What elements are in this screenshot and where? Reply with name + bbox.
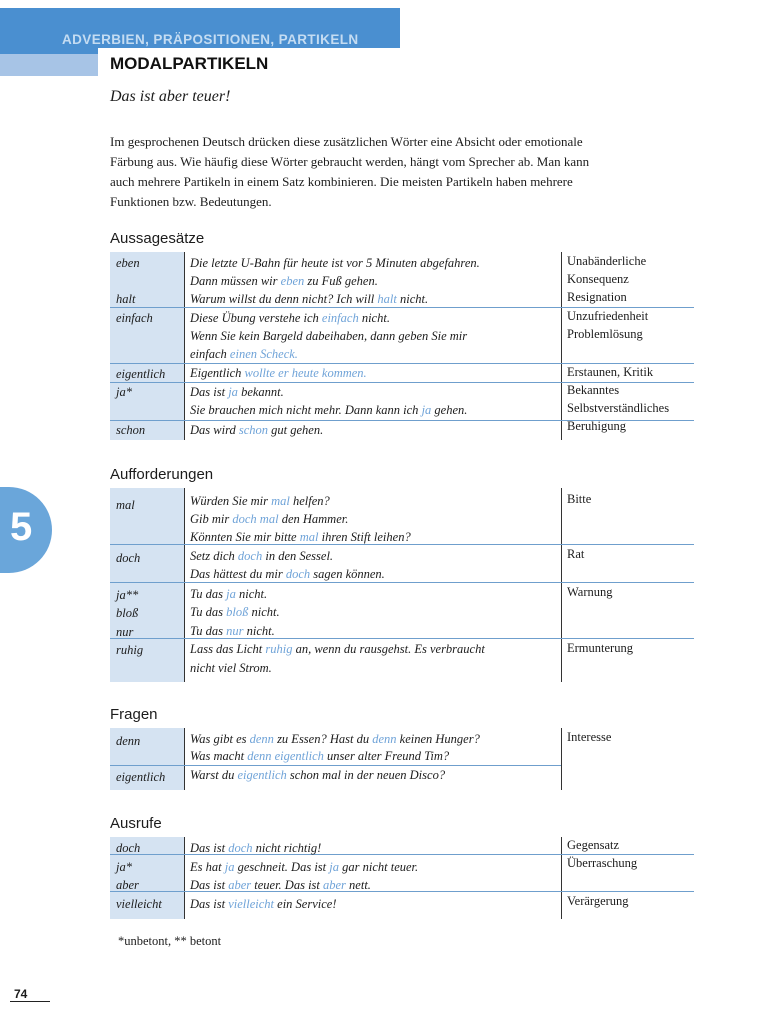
sentence-text: teuer. Das ist: [251, 878, 323, 892]
keyword-column: [110, 252, 184, 440]
intro-line: auch mehrere Partikeln in einem Satz kombinieren. Die meisten Partikeln haben mehrere: [110, 174, 573, 189]
example-sentence: [190, 878, 371, 893]
sentence-text: Wenn Sie kein Bargeld dabeihaben, dann geben Sie mir: [190, 329, 468, 343]
example-sentence: [190, 292, 428, 307]
particle-highlight: einen Scheck.: [226, 347, 298, 361]
section-heading-ausrufe: Ausrufe: [110, 815, 162, 832]
example-sentence: [190, 841, 321, 856]
column-divider: [184, 728, 185, 790]
particle-highlight: ja: [226, 587, 236, 601]
keyword-cell: einfach: [116, 311, 153, 325]
sentence-text: sagen können.: [310, 567, 385, 581]
function-cell: Rat: [567, 547, 585, 561]
column-divider: [184, 252, 185, 440]
sentence-text: zu Fuß gehen.: [304, 274, 378, 288]
sentence-text: zu Essen? Hast du: [273, 732, 373, 746]
sentence-text: Warum willst du denn nicht? Ich will: [190, 292, 378, 306]
sentence-text: Könnten Sie mir bitte: [190, 530, 300, 544]
example-sentence: [190, 768, 445, 783]
intro-line: Funktionen bzw. Bedeutungen.: [110, 194, 272, 209]
sentence-text: nicht richtig!: [252, 841, 322, 855]
example-sentence: [190, 897, 336, 912]
function-cell: Resignation: [567, 290, 627, 304]
particle-highlight: mal: [271, 494, 290, 508]
sentence-text: nicht.: [243, 624, 275, 638]
example-sentence: [190, 605, 280, 620]
sentence-text: Würden Sie mir: [190, 494, 272, 508]
particle-highlight: ja: [329, 860, 339, 874]
sentence-text: gar nicht teuer.: [339, 860, 419, 874]
row-divider: [110, 363, 694, 364]
particle-highlight: eigentlich: [237, 768, 287, 782]
page-title: MODALPARTIKELN: [110, 54, 269, 73]
section-heading-fragen: Fragen: [110, 706, 158, 723]
sentence-text: Eigentlich: [190, 366, 242, 380]
sentence-text: Tu das: [190, 587, 227, 601]
particle-highlight: aber: [323, 878, 346, 892]
keyword-cell: ruhig: [116, 643, 144, 657]
keyword-cell: bloß: [116, 606, 139, 620]
sentence-text: Dann müssen wir: [190, 274, 281, 288]
sentence-text: gehen.: [431, 403, 468, 417]
keyword-cell: eben: [116, 256, 140, 270]
function-cell: Selbstverständliches: [567, 401, 670, 415]
intro-paragraph: [110, 132, 670, 212]
example-sentence: [190, 661, 272, 676]
footnote: *unbetont, ** betont: [118, 934, 222, 948]
sentence-text: Die letzte U-Bahn für heute ist vor 5 Minuten abgefahren.: [190, 256, 480, 270]
function-cell: Beruhigung: [567, 419, 627, 433]
particle-highlight: doch: [228, 841, 253, 855]
particle-highlight: wollte er heute kommen.: [241, 366, 367, 380]
row-divider: [110, 765, 561, 766]
particle-highlight: einfach: [321, 311, 359, 325]
sentence-text: schon mal in der neuen Disco?: [286, 768, 446, 782]
keyword-cell: denn: [116, 734, 141, 748]
sentence-text: geschneit. Das ist: [234, 860, 330, 874]
particle-highlight: aber: [228, 878, 252, 892]
sentence-text: Was gibt es: [190, 732, 250, 746]
sentence-text: nett.: [345, 878, 371, 892]
particle-highlight: bloß: [226, 605, 249, 619]
column-divider: [561, 728, 562, 790]
sentence-text: nicht.: [396, 292, 429, 306]
column-divider: [561, 488, 562, 682]
sentence-text: an, wenn du rausgehst. Es verbraucht: [292, 642, 485, 656]
section-heading-aussagesaetze: Aussagesätze: [110, 230, 205, 247]
sentence-text: helfen?: [289, 494, 330, 508]
keyword-cell: nur: [116, 625, 134, 639]
sentence-text: nicht.: [248, 605, 280, 619]
chapter-tab: [0, 487, 52, 573]
sentence-text: Das ist: [190, 897, 229, 911]
sentence-text: nicht.: [235, 587, 268, 601]
particle-highlight: mal: [299, 530, 319, 544]
sentence-text: Warst du: [190, 768, 238, 782]
sentence-text: Diese Übung verstehe ich: [190, 311, 322, 325]
example-sentence: [190, 749, 449, 764]
example-sentence: [190, 732, 480, 747]
function-cell: Problemlösung: [567, 327, 643, 341]
particle-highlight: ja: [421, 403, 432, 417]
example-sentence: [190, 347, 298, 362]
page-number-rule: [10, 1001, 50, 1002]
keyword-cell: doch: [116, 551, 141, 565]
keyword-cell: eigentlich: [116, 367, 166, 381]
particle-highlight: ruhig: [265, 642, 293, 656]
row-divider: [110, 307, 694, 308]
sentence-text: Was macht: [190, 749, 248, 763]
particle-highlight: doch mal: [232, 512, 279, 526]
keyword-cell: aber: [116, 878, 139, 892]
example-sentence: [190, 860, 418, 875]
example-sentence: [190, 311, 390, 326]
sentence-text: ein Service!: [274, 897, 337, 911]
example-sentence: [190, 624, 275, 639]
keyword-cell: ja*: [116, 385, 132, 399]
function-cell: Warnung: [567, 585, 613, 599]
example-sentence: [190, 274, 378, 289]
sentence-text: Tu das: [190, 624, 227, 638]
keyword-cell: doch: [116, 841, 141, 855]
sentence-text: nicht viel Strom.: [190, 661, 272, 675]
particle-highlight: ja: [228, 385, 238, 399]
example-sentence: [190, 642, 485, 657]
example-sentence: [190, 494, 330, 509]
particle-highlight: halt: [377, 292, 397, 306]
function-cell: Konsequenz: [567, 272, 629, 286]
sentence-text: bekannt.: [237, 385, 284, 399]
chapter-number: 5: [10, 505, 33, 549]
sentence-text: gut gehen.: [268, 423, 324, 437]
sentence-text: Sie brauchen mich nicht mehr. Dann kann ich: [190, 403, 422, 417]
column-divider: [561, 252, 562, 440]
sentence-text: Lass das Licht: [190, 642, 266, 656]
table-aufforderungen: [110, 488, 694, 682]
particle-highlight: eben: [280, 274, 305, 288]
page-subtitle: Das ist aber teuer!: [110, 88, 231, 105]
example-sentence: [190, 512, 348, 527]
sentence-text: Das hättest du mir: [190, 567, 286, 581]
intro-line: Im gesprochenen Deutsch drücken diese zusätzlichen Wörter eine Absicht oder emotionale: [110, 134, 583, 149]
example-sentence: [190, 549, 333, 564]
page-number: 74: [14, 987, 28, 1001]
function-cell: Bekanntes: [567, 383, 620, 397]
column-divider: [184, 488, 185, 682]
sentence-text: Das ist: [190, 385, 229, 399]
particle-highlight: schon: [238, 423, 269, 437]
sentence-text: einfach: [190, 347, 227, 361]
example-sentence: [190, 423, 323, 438]
example-sentence: [190, 366, 367, 381]
function-cell: Verärgerung: [567, 894, 629, 908]
function-cell: Unzufriedenheit: [567, 309, 649, 323]
sentence-text: Das wird: [190, 423, 239, 437]
column-divider: [184, 837, 185, 919]
particle-highlight: doch: [237, 549, 263, 563]
function-cell: Ermunterung: [567, 641, 633, 655]
example-sentence: [190, 587, 267, 602]
keyword-cell: mal: [116, 498, 135, 512]
sentence-text: in den Sessel.: [262, 549, 334, 563]
keyword-cell: ja*: [116, 860, 132, 874]
row-divider: [110, 582, 694, 583]
table-aussagesaetze: [110, 252, 694, 440]
sentence-text: nicht.: [358, 311, 390, 325]
sentence-text: ihren Stift leihen?: [318, 530, 411, 544]
example-sentence: [190, 256, 480, 271]
sentence-text: Das ist: [190, 878, 229, 892]
example-sentence: [190, 403, 467, 418]
table-fragen: [110, 728, 694, 790]
sentence-text: den Hammer.: [278, 512, 349, 526]
keyword-cell: halt: [116, 292, 136, 306]
sentence-text: Gib mir: [190, 512, 233, 526]
keyword-cell: schon: [116, 423, 146, 437]
section-heading-aufforderungen: Aufforderungen: [110, 466, 214, 483]
sentence-text: Tu das: [190, 605, 227, 619]
function-cell: Bitte: [567, 492, 592, 506]
particle-highlight: denn: [372, 732, 397, 746]
intro-line: Färbung aus. Wie häufig diese Wörter gebraucht werden, hängt vom Sprecher ab. Man kann: [110, 154, 590, 169]
function-cell: Erstaunen, Kritik: [567, 365, 654, 379]
sentence-text: Es hat: [190, 860, 225, 874]
function-cell: Unabänderliche: [567, 254, 647, 268]
sentence-text: keinen Hunger?: [396, 732, 480, 746]
function-cell: Gegensatz: [567, 838, 620, 852]
example-sentence: [190, 567, 385, 582]
particle-highlight: doch: [285, 567, 311, 581]
particle-highlight: nur: [226, 624, 244, 638]
particle-highlight: vielleicht: [228, 897, 275, 911]
sentence-text: Das ist: [190, 841, 229, 855]
function-cell: Interesse: [567, 730, 612, 744]
keyword-cell: ja**: [116, 588, 139, 602]
table-ausrufe: [110, 837, 694, 919]
column-divider: [561, 837, 562, 919]
example-sentence: [190, 530, 411, 545]
particle-highlight: ja: [224, 860, 235, 874]
keyword-cell: eigentlich: [116, 770, 166, 784]
sentence-text: unser alter Freund Tim?: [323, 749, 450, 763]
function-cell: Überraschung: [567, 856, 638, 870]
particle-highlight: denn: [249, 732, 274, 746]
chapter-title: ADVERBIEN, PRÄPOSITIONEN, PARTIKELN: [62, 32, 359, 47]
sentence-text: Setz dich: [190, 549, 238, 563]
particle-highlight: denn eigentlich: [247, 749, 324, 763]
example-sentence: [190, 329, 467, 344]
title-box: [98, 48, 692, 78]
example-sentence: [190, 385, 284, 400]
keyword-cell: vielleicht: [116, 897, 162, 911]
